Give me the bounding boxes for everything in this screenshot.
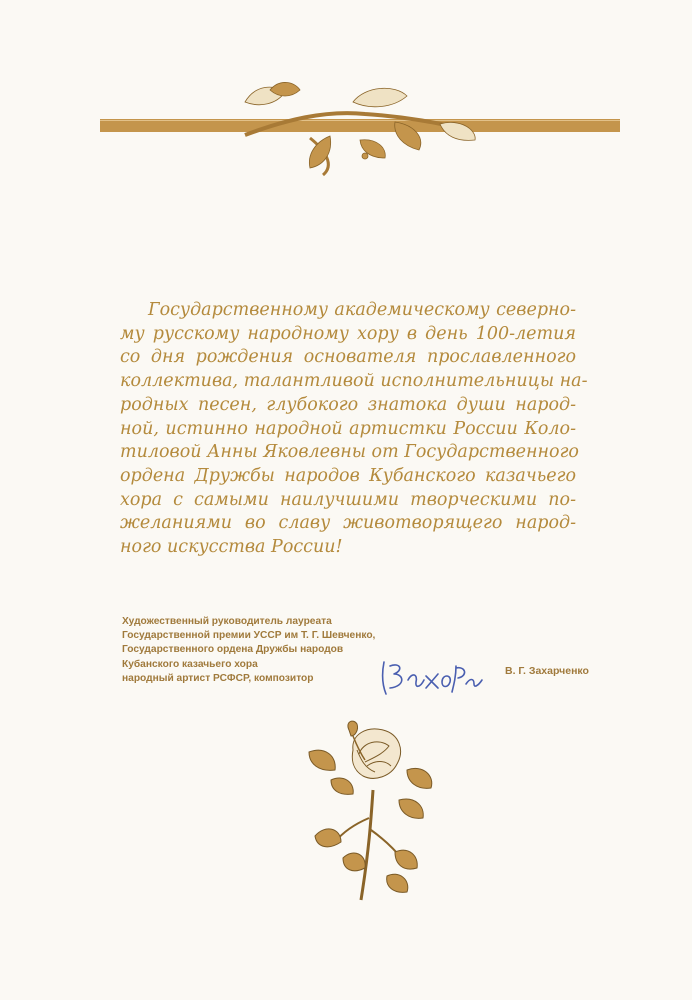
handwritten-signature [378,658,488,698]
dedication-line: ордена Дружбы народов Кубанского казачьего [120,465,576,486]
signatory-title-line: Государственной премии УССР им Т. Г. Шевченко, [122,630,376,642]
rose-stem [361,790,373,900]
signatory-title-line: Государственного ордена Дружбы народов [122,644,344,656]
dedication-line: желаниями во славу животворящего народ- [120,513,576,534]
dedication-line: тиловой Анны Яковлевны от Государственного [120,442,579,463]
rose-leaf [395,850,417,869]
laurel-ornament [95,80,625,180]
dedication-line: со дня рождения основателя прославленного [120,347,576,368]
signatory-title-line: Художественный руководитель лауреата [122,616,332,627]
signer-name: В. Г. Захарченко [505,665,589,677]
dedication-line: коллектива, талантливой исполнительницы на- [120,371,588,392]
dedication-line: ной, истинно народной артистки России Коло- [120,418,576,439]
laurel-leaf [353,88,407,107]
dedication-line: му русскому народному хору в день 100-летия [120,323,576,344]
signatory-title-line: народный артист РСФСР, композитор [122,672,314,684]
dedication-line: ного искусства России! [120,537,343,558]
rose-leaf [407,768,432,788]
rose-leaf [343,853,365,871]
rose-leaf [399,799,423,818]
rose-leaf [315,829,341,847]
signatory-title-line: Кубанского казачьего хора [122,658,258,670]
rose-ornament [295,720,440,905]
rose-bud [348,721,358,736]
dedication-line: Государственному академическому северно- [148,300,576,320]
dedication-line: родных песен, глубокого знатока души народ- [120,394,576,415]
rose-leaf [331,778,353,794]
dedication-text [120,299,588,560]
rose-leaf [309,750,335,770]
rose-leaf [387,874,408,892]
dedication-line: хора с самыми наилучшими творческими по- [120,489,576,510]
